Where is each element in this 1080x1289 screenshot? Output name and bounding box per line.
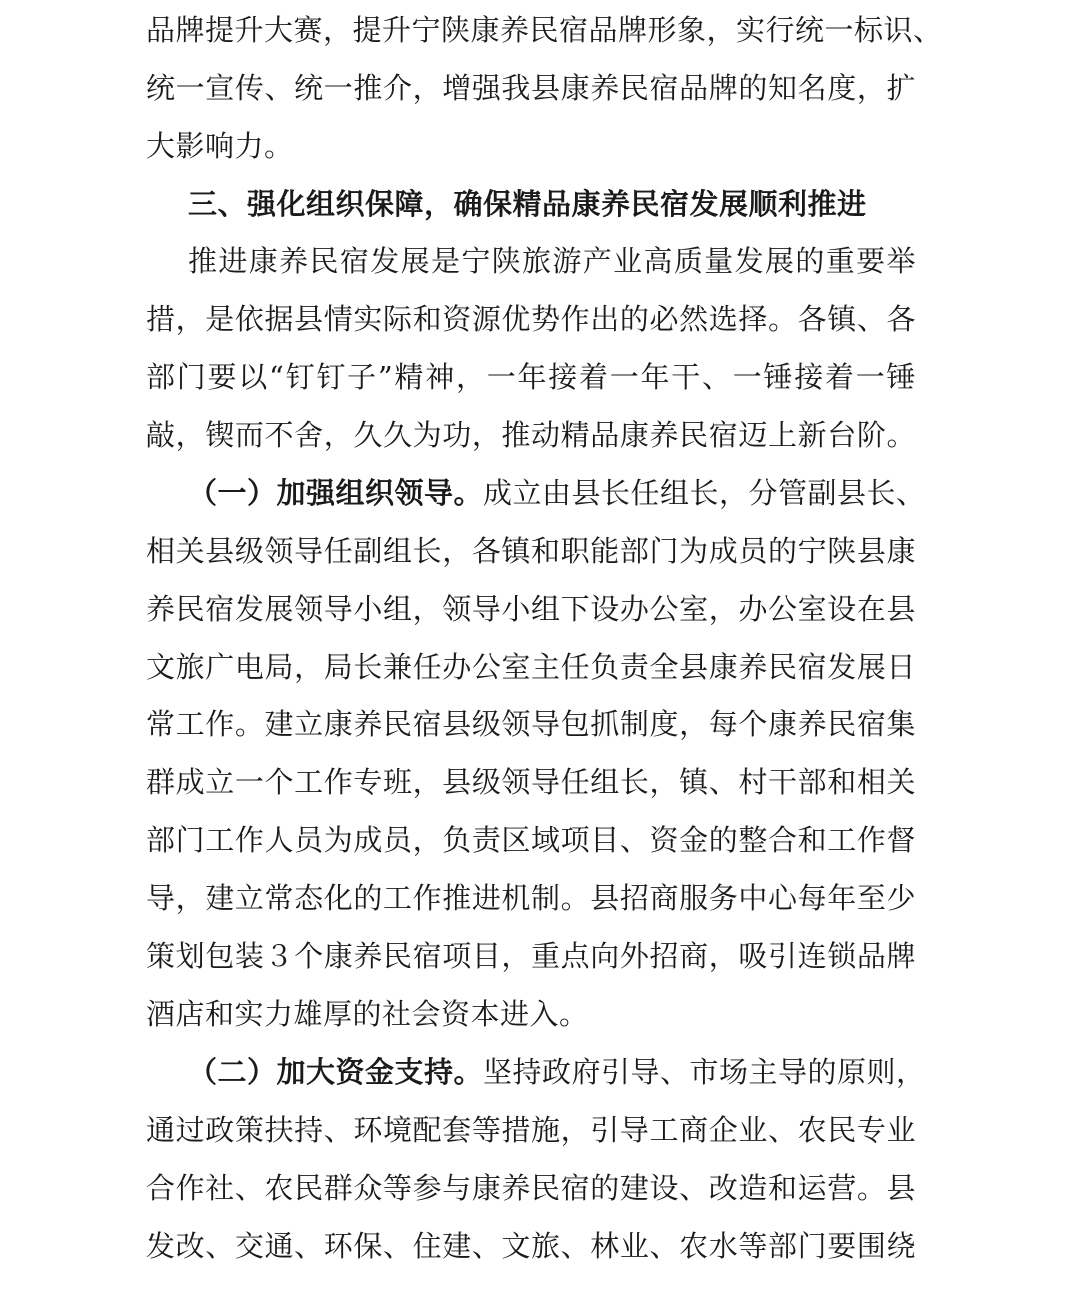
paragraph-line: 发改、交通、环保、住建、文旅、林业、农水等部门要围绕 — [146, 1229, 916, 1263]
paragraph-line: 部门要以“钉钉子”精神，一年接着一年干、一锤接着一锤 — [146, 360, 916, 394]
item-first-line — [188, 1052, 926, 1092]
item-title: （二）加大资金支持。 — [188, 1055, 484, 1089]
item-first-line — [188, 473, 926, 513]
paragraph-line: 养民宿发展领导小组，领导小组下设办公室，办公室设在县 — [146, 592, 916, 626]
paragraph-line: 通过政策扶持、环境配套等措施，引导工商企业、农民专业 — [146, 1113, 916, 1147]
paragraph-line: 敲，锲而不舍，久久为功，推动精品康养民宿迈上新台阶。 — [146, 418, 916, 452]
paragraph-line: 措，是依据县情实际和资源优势作出的必然选择。各镇、各 — [146, 302, 916, 336]
paragraph-line: 群成立一个工作专班，县级领导任组长，镇、村干部和相关 — [146, 765, 916, 799]
paragraph-line: 策划包装３个康养民宿项目，重点向外招商，吸引连锁品牌 — [146, 939, 916, 973]
paragraph-line: 酒店和实力雄厚的社会资本进入。 — [146, 997, 589, 1031]
paragraph-line: 大影响力。 — [146, 129, 294, 163]
section-heading: 三、强化组织保障，确保精品康养民宿发展顺利推进 — [188, 187, 867, 221]
paragraph-line: 文旅广电局，局长兼任办公室主任负责全县康养民宿发展日 — [146, 650, 916, 684]
item-text: 坚持政府引导、市场主导的原则， — [483, 1055, 926, 1089]
paragraph-line: 品牌提升大赛，提升宁陕康养民宿品牌形象，实行统一标识、 — [146, 13, 943, 47]
item-title: （一）加强组织领导。 — [188, 476, 484, 510]
paragraph-line: 部门工作人员为成员，负责区域项目、资金的整合和工作督 — [146, 823, 916, 857]
paragraph-line: 导，建立常态化的工作推进机制。县招商服务中心每年至少 — [146, 881, 916, 915]
paragraph-line: 合作社、农民群众等参与康养民宿的建设、改造和运营。县 — [146, 1171, 916, 1205]
paragraph-line: 统一宣传、统一推介，增强我县康养民宿品牌的知名度，扩 — [146, 71, 916, 105]
item-text: 成立由县长任组长，分管副县长、 — [483, 476, 926, 510]
paragraph-line: 常工作。建立康养民宿县级领导包抓制度，每个康养民宿集 — [146, 707, 916, 741]
paragraph-line: 推进康养民宿发展是宁陕旅游产业高质量发展的重要举 — [188, 244, 916, 278]
paragraph-line: 相关县级领导任副组长，各镇和职能部门为成员的宁陕县康 — [146, 534, 916, 568]
